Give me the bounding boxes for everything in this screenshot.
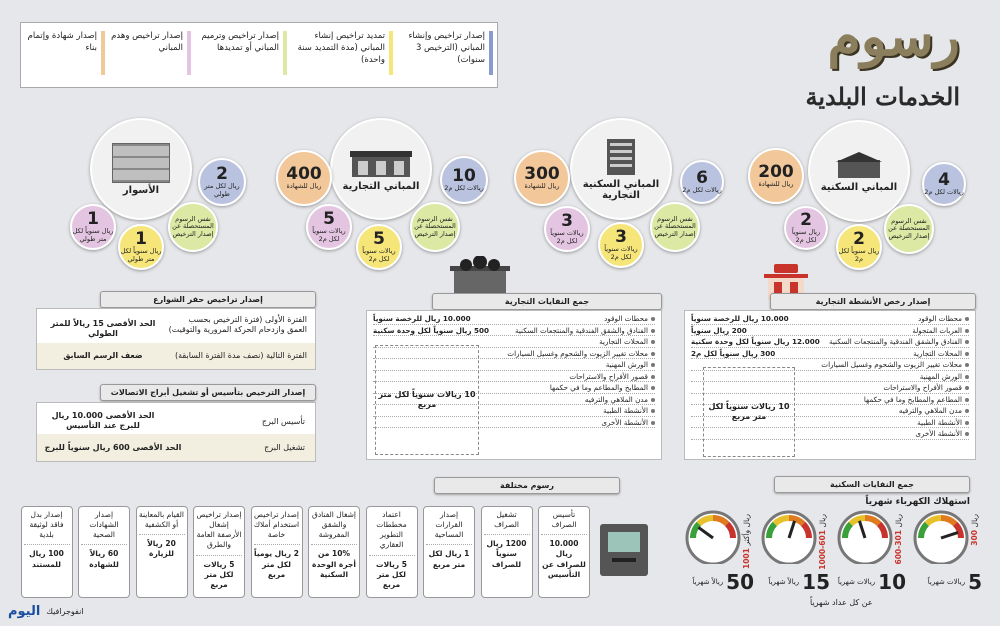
row-label: محلات تغيير الزيوت والشحوم وغسيل السيارات [507,348,648,358]
row-label: الورش المهنية [919,371,962,381]
fee-value: 10% من أجرة الوحدة السكنية [311,544,357,579]
blue-fee-circle: 4 ريالات لكل م2 [922,162,966,206]
legend-item: إصدار تراخيص وهدم المباني [111,31,191,55]
commercial-waste-panel [366,310,662,460]
row-label: مدن الملاهي والترفيه [584,394,648,404]
pink-fee-circle: 2 ريال سنوياً لكل م2 [784,206,828,250]
bullet-icon [965,421,969,425]
misc-fee-card [193,506,245,598]
row-fee: 10.000 ريال للرخصة سنوياً [691,314,789,323]
table-row [691,325,969,337]
row-label: الأنشطة الطبية [917,417,962,427]
gauge-range: 1000-601 ريال [818,514,827,570]
gauge-fee: 50 ريالاً شهرياً [692,570,754,594]
gauges-row [686,508,986,598]
residential-commercial-circle: المباني السكنية التجارية [570,118,672,220]
commercial-licenses-panel [684,310,976,460]
fee-value: 20 ريالاً للزيارة [139,534,185,559]
row-label: المطاعم والمطابخ وما في حكمها [863,394,962,404]
row-label: محطات الوقود [604,314,648,323]
fee-value: 60 ريالاً للشهادة [81,544,127,569]
legend-item: إصدار تراخيص وترميم المباني أو تمديدها [197,31,287,55]
yellow-fee-circle: 5 ريالات سنوياً لكل م2 [356,224,402,270]
fee-value: 100 ريال للمستند [24,544,70,569]
bullet-icon [965,375,969,379]
street-digging-header: إصدار تراخيص حفر الشوارع [100,291,316,308]
gauge-range: 300 ريال [970,514,979,546]
consumption-gauge [834,508,906,594]
waste-area-fee-box: 10 ريالات سنوياً لكل متر مربع [375,345,479,455]
bullet-icon [651,340,655,344]
gauge-range: 1001 ريال وأكثر [742,514,751,570]
credit-label: انفوجرافيك [46,607,84,616]
gauge-dial-icon [682,508,744,564]
bullet-icon [651,375,655,379]
brick-wall-icon [112,143,170,183]
commercial-area-fee-box: 10 ريالات سنوياً لكل متر مربع [703,367,795,457]
misc-fee-card [366,506,418,598]
row-fee: 500 ريال سنوياً لكل وحدة سكنية [373,325,490,335]
green-fee-circle: نفس الرسوم المستحصلة عن إصدار الترخيص [884,204,934,254]
fee-label: القيام بالمعاينة أو الكشفية [138,510,184,530]
orange-fee-circle: 400 ريال للشهادة [276,150,332,206]
brand-logo: اليوم [8,604,41,619]
green-fee-circle: نفس الرسوم المستحصلة عن إصدار الترخيص [168,202,218,252]
orange-fee-circle: 300 ريال للشهادة [514,150,570,206]
row-label: الأنشطة الأخرى [915,429,962,438]
yellow-fee-circle: 1 ريال سنوياً لكل متر طولي [118,224,164,270]
electricity-consumption-label: استهلاك الكهرباء شهرياً [865,497,970,507]
gauge-dial-icon [758,508,820,564]
fee-label: إصدار بدل فاقد لوثيقة بلدية [29,510,64,540]
pink-fee-circle: 1 ريال سنوياً لكل متر طولي [70,204,116,250]
atm-icon [598,522,650,578]
residential-buildings-circle: المباني السكنية [808,120,910,222]
row-label: محلات تغيير الزيوت والشحوم وغسيل السيارات [821,360,962,369]
row-label: المحلات التجارية [913,348,962,358]
misc-fee-card [21,506,73,598]
misc-fee-card [308,506,360,598]
apartment-building-icon [601,137,641,177]
green-fee-circle: نفس الرسوم المستحصلة عن إصدار الترخيص [410,202,460,252]
blue-fee-circle: 6 ريالات لكل م2 [680,160,724,204]
bullet-icon [651,317,655,321]
misc-fees-row [18,500,590,600]
row-label: مدن الملاهي والترفيه [898,406,962,415]
row-label: الفنادق والشقق الفندقية والمنتجعات السكنية [829,337,962,346]
gauge-fee: 15 ريالاً شهرياً [768,570,830,594]
fee-value: 5 ريالات لكل متر مربع [369,555,415,590]
misc-fee-card [423,506,475,598]
row-label: محطات الوقود [918,314,962,323]
legend-item: إصدار شهادة وإتمام بناء [25,31,105,55]
commercial-waste-header: جمع النفايات التجارية [432,293,662,310]
pink-fee-circle: 3 ريالات سنوياً لكل م2 [544,206,590,252]
misc-fee-card [136,506,188,598]
row-label: الأنشطة الطبية [603,406,648,415]
bullet-icon [651,421,655,425]
bullet-icon [651,352,655,356]
bullet-icon [965,386,969,390]
fee-label: تشغيل الصراف [494,510,519,530]
walls-circle: الأسوار [90,118,192,220]
consumption-gauge [682,508,754,594]
bullet-icon [651,398,655,402]
telecom-towers-header: إصدار الترخيص بتأسيس أو تشغيل أبراج الاتصالات [100,384,316,401]
orange-fee-circle: 200 ريال للشهادة [748,148,804,204]
fee-value: 1200 ريال سنوياً للصراف [484,534,530,569]
table-row [691,313,969,325]
bullet-icon [965,409,969,413]
row-label: قصور الأفراح والاستراحات [569,371,648,381]
bullet-icon [965,363,969,367]
table-row [691,348,969,360]
row-label: المطابخ والمطاعم وما في حكمها [549,383,648,392]
misc-fee-card [481,506,533,598]
legend-item: تمديد تراخيص إنشاء المباني (مدة التمديد سنة واحدة) [293,31,393,67]
pink-fee-circle: 5 ريالات سنوياً لكل م2 [306,204,352,250]
table-row [373,313,655,325]
bullet-icon [965,340,969,344]
fee-label: تأسيس الصراف [551,510,577,530]
row-fee: 200 ريال سنوياً [691,325,747,335]
bullet-icon [965,329,969,333]
fee-label: إشغال الفنادق والشقق المفروشة [312,510,356,540]
table-row [373,325,655,337]
misc-fee-card [251,506,303,598]
fee-value: 2 ريال يومياً لكل متر مربع [254,544,300,579]
bullet-icon [651,329,655,333]
fee-label: إصدار القرارات المساحية [434,510,464,540]
gauge-fee: 5 ريالات شهرياً [927,570,982,594]
residential-waste-header: جمع النفايات السكنية [774,476,970,493]
fee-value: 10.000 ريال للصراف عن التأسيس [541,534,587,580]
row-label: الفنادق والشقق الفندقية والمنتجعات السكنية [515,325,648,335]
residential-house-icon [832,150,886,180]
green-fee-circle: نفس الرسوم المستحصلة عن إصدار الترخيص [650,202,700,252]
gauge-fee: 10 ريالات شهرياً [837,570,906,594]
legend-item: إصدار تراخيص وإنشاء المباني (الترخيص 3 سنوات) [398,31,493,67]
misc-fees-header: رسوم مختلفة [434,477,620,494]
row-fee: 300 ريال سنوياً لكل م2 [691,348,776,358]
fee-label: إصدار الشهادات الصحية [89,510,119,540]
table-row [691,336,969,348]
row-fee: 10.000 ريال للرخصة سنوياً [373,314,471,323]
row-label: العربات المتجولة [912,325,962,335]
bullet-icon [651,409,655,413]
bullet-icon [965,352,969,356]
commercial-licenses-header: إصدار رخص الأنشطة التجارية [770,293,976,310]
consumption-gauge [758,508,830,594]
blue-fee-circle: 2 ريال لكل متر طولي [198,158,246,206]
yellow-fee-circle: 3 ريالات سنوياً لكل م2 [598,222,644,268]
blue-fee-circle: 10 ريالات لكل م2 [440,156,488,204]
misc-fee-card [78,506,130,598]
row-label: قصور الأفراح والاستراحات [883,383,962,392]
bullet-icon [965,398,969,402]
row-label: المحلات التجارية [599,337,648,346]
gauge-range: 600-301 ريال [894,514,903,565]
yellow-fee-circle: 2 ريال سنوياً لكل م2 [836,224,882,270]
bullet-icon [651,363,655,367]
credit [8,604,84,619]
street-digging-panel: الفترة الأولى (فترة الترخيص بحسب العمق وازدحام الحركة المرورية والتوقيت) الحد الأقصى 15 ريالاً للمتر الطولي الفترة التالية (نصف مدة الفترة السابقة) ضعف الرسم السابق [36,308,316,370]
gauge-dial-icon [910,508,972,564]
bullet-icon [965,432,969,436]
fee-label: إصدار تراخيص استخدام أملاك خاصة [253,510,300,540]
row-fee: 12.000 ريال سنوياً لكل وحدة سكنية [691,337,820,346]
bullet-icon [965,317,969,321]
fee-label: اعتماد مخططات التطوير العقاري [376,510,407,550]
consumption-gauge [910,508,982,594]
commercial-buildings-circle: المباني التجارية [330,118,432,220]
top-legend [20,22,498,88]
fee-label: إصدار تراخيص إشغال الأرصفة العامة والطرق [196,510,242,550]
page-subtitle: الخدمات البلدية [805,82,960,111]
row-label: الورش المهنية [605,360,648,369]
dumpster-icon [448,256,512,298]
fee-value: 5 ريالات لكل متر مربع [196,555,242,590]
per-meter-note: عن كل عداد شهرياً [810,598,873,607]
misc-fee-card [538,506,590,598]
telecom-towers-panel: تأسيس البرج الحد الأقصى 10.000 ريال للبرج عند التأسيس تشغيل البرج الحد الأقصى 600 ريال سنوياً للبرج [36,402,316,462]
page-title: رسوم [827,4,960,68]
fee-value: 1 ريال لكل متر مربع [426,544,472,569]
shopfront-icon [350,147,412,179]
bullet-icon [651,386,655,390]
row-label: الأنشطة الأخرى [601,417,648,427]
gauge-dial-icon [834,508,896,564]
